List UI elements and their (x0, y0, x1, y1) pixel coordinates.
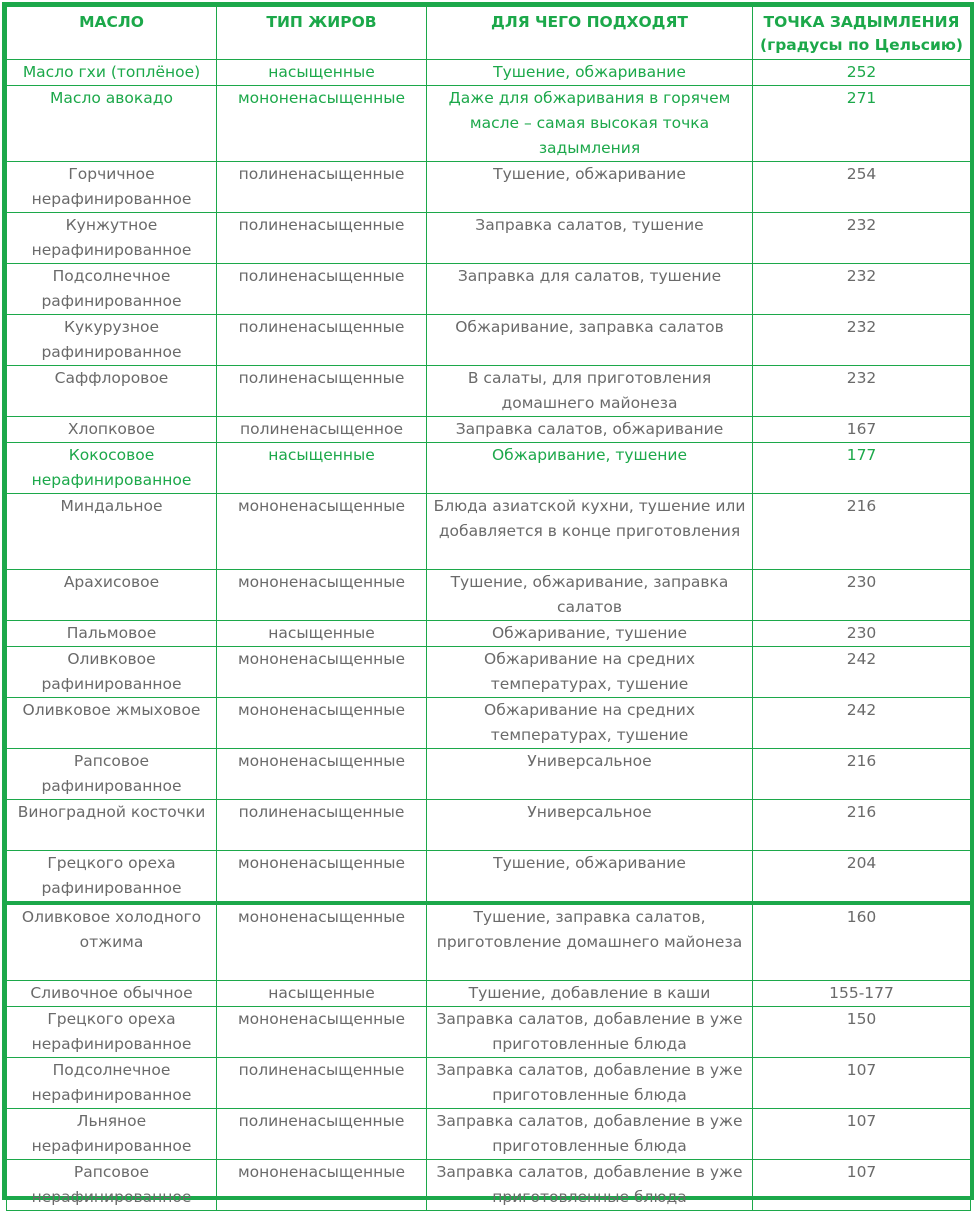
table-row (7, 86, 971, 162)
cell-use: Обжаривание на средних температурах, тушение (427, 647, 753, 698)
cell-smoke-point: 232 (753, 366, 971, 417)
cell-fat-type: мононенасыщенные (217, 86, 427, 162)
table-row (7, 1058, 971, 1109)
table-row (7, 570, 971, 621)
cell-smoke-point: 252 (753, 60, 971, 86)
cell-use: В салаты, для приготовления домашнего майонеза (427, 366, 753, 417)
cell-smoke-point: 216 (753, 749, 971, 800)
cell-fat-type: полиненасыщенное (217, 417, 427, 443)
header-fat-type: ТИП ЖИРОВ (217, 7, 427, 60)
cell-fat-type: полиненасыщенные (217, 1058, 427, 1109)
table-row (7, 264, 971, 315)
cell-smoke-point: 216 (753, 494, 971, 570)
cell-smoke-point: 107 (753, 1109, 971, 1160)
cell-use: Тушение, обжаривание (427, 162, 753, 213)
cell-smoke-point: 107 (753, 1058, 971, 1109)
cell-use: Даже для обжаривания в горячем масле – самая высокая точка задымления (427, 86, 753, 162)
cell-use: Тушение, обжаривание (427, 60, 753, 86)
cell-smoke-point: 204 (753, 851, 971, 904)
cell-oil: Масло гхи (топлёное) (7, 60, 217, 86)
cell-fat-type: мононенасыщенные (217, 647, 427, 698)
cell-fat-type: полиненасыщенные (217, 264, 427, 315)
cell-fat-type: мононенасыщенные (217, 903, 427, 981)
cell-use: Обжаривание, заправка салатов (427, 315, 753, 366)
cell-oil: Кокосовое нерафинированное (7, 443, 217, 494)
cell-oil: Саффлоровое (7, 366, 217, 417)
cell-use: Заправка салатов, добавление в уже приготовленные блюда (427, 1007, 753, 1058)
cell-smoke-point: 150 (753, 1007, 971, 1058)
cell-smoke-point: 155-177 (753, 981, 971, 1007)
table-row (7, 698, 971, 749)
cell-oil: Грецкого ореха рафинированное (7, 851, 217, 904)
table-row (7, 800, 971, 851)
cell-fat-type: мононенасыщенные (217, 570, 427, 621)
cell-smoke-point: 271 (753, 86, 971, 162)
cell-oil: Рапсовое нерафинированное (7, 1160, 217, 1211)
cell-use: Блюда азиатской кухни, тушение или добавляется в конце приготовления (427, 494, 753, 570)
cell-use: Заправка для салатов, тушение (427, 264, 753, 315)
cell-use: Обжаривание, тушение (427, 621, 753, 647)
cell-fat-type: мононенасыщенные (217, 494, 427, 570)
cell-smoke-point: 216 (753, 800, 971, 851)
cell-smoke-point: 177 (753, 443, 971, 494)
cell-use: Заправка салатов, обжаривание (427, 417, 753, 443)
cell-use: Тушение, обжаривание (427, 851, 753, 904)
cell-fat-type: полиненасыщенные (217, 315, 427, 366)
cell-oil: Оливковое холодного отжима (7, 903, 217, 981)
cell-use: Тушение, добавление в каши (427, 981, 753, 1007)
cell-oil: Подсолнечное нерафинированное (7, 1058, 217, 1109)
cell-oil: Оливковое жмыховое (7, 698, 217, 749)
table-row (7, 213, 971, 264)
cell-oil: Льняное нерафинированное (7, 1109, 217, 1160)
cell-use: Заправка салатов, добавление в уже приготовленные блюда (427, 1160, 753, 1211)
cell-smoke-point: 254 (753, 162, 971, 213)
cell-fat-type: насыщенные (217, 621, 427, 647)
cell-use: Универсальное (427, 800, 753, 851)
cell-smoke-point: 160 (753, 903, 971, 981)
table-row (7, 366, 971, 417)
cell-smoke-point: 242 (753, 647, 971, 698)
cell-fat-type: полиненасыщенные (217, 1109, 427, 1160)
cell-oil: Арахисовое (7, 570, 217, 621)
table-row (7, 315, 971, 366)
cell-fat-type: насыщенные (217, 443, 427, 494)
cell-smoke-point: 167 (753, 417, 971, 443)
table-row (7, 1160, 971, 1211)
cell-oil: Виноградной косточки (7, 800, 217, 851)
cell-smoke-point: 232 (753, 264, 971, 315)
cell-oil: Кунжутное нерафинированное (7, 213, 217, 264)
cell-fat-type: мононенасыщенные (217, 698, 427, 749)
cell-fat-type: насыщенные (217, 981, 427, 1007)
table-row (7, 621, 971, 647)
oil-smoke-point-table (6, 6, 971, 1211)
cell-smoke-point: 230 (753, 621, 971, 647)
cell-use: Заправка салатов, добавление в уже приготовленные блюда (427, 1109, 753, 1160)
cell-smoke-point: 232 (753, 315, 971, 366)
table-row (7, 443, 971, 494)
cell-oil: Хлопковое (7, 417, 217, 443)
cell-smoke-point: 232 (753, 213, 971, 264)
table-row (7, 1007, 971, 1058)
cell-oil: Горчичное нерафинированное (7, 162, 217, 213)
cell-use: Заправка салатов, тушение (427, 213, 753, 264)
cell-fat-type: мононенасыщенные (217, 1007, 427, 1058)
table-frame (2, 2, 974, 1206)
table-row (7, 981, 971, 1007)
header-row (7, 7, 971, 60)
cell-oil: Подсолнечное рафинированное (7, 264, 217, 315)
cell-smoke-point: 230 (753, 570, 971, 621)
cell-use: Тушение, обжаривание, заправка салатов (427, 570, 753, 621)
table-row (7, 851, 971, 904)
cell-oil: Сливочное обычное (7, 981, 217, 1007)
cell-fat-type: мононенасыщенные (217, 851, 427, 904)
cell-oil: Пальмовое (7, 621, 217, 647)
cell-fat-type: полиненасыщенные (217, 800, 427, 851)
cell-fat-type: полиненасыщенные (217, 162, 427, 213)
cell-use: Универсальное (427, 749, 753, 800)
cell-smoke-point: 242 (753, 698, 971, 749)
table-row (7, 60, 971, 86)
cell-oil: Миндальное (7, 494, 217, 570)
cell-fat-type: мононенасыщенные (217, 1160, 427, 1211)
cell-use: Обжаривание, тушение (427, 443, 753, 494)
header-smoke-point: ТОЧКА ЗАДЫМЛЕНИЯ (градусы по Цельсию) (753, 7, 971, 60)
cell-use: Обжаривание на средних температурах, тушение (427, 698, 753, 749)
table-row (7, 494, 971, 570)
cell-oil: Кукурузное рафинированное (7, 315, 217, 366)
table-row (7, 1109, 971, 1160)
cell-fat-type: полиненасыщенные (217, 213, 427, 264)
table-row (7, 903, 971, 981)
cell-use: Тушение, заправка салатов, приготовление домашнего майонеза (427, 903, 753, 981)
cell-fat-type: насыщенные (217, 60, 427, 86)
cell-oil: Грецкого ореха нерафинированное (7, 1007, 217, 1058)
table-row (7, 417, 971, 443)
table-row (7, 749, 971, 800)
cell-oil: Масло авокадо (7, 86, 217, 162)
cell-fat-type: мононенасыщенные (217, 749, 427, 800)
cell-oil: Оливковое рафинированное (7, 647, 217, 698)
table-row (7, 162, 971, 213)
cell-smoke-point: 107 (753, 1160, 971, 1211)
header-oil: МАСЛО (7, 7, 217, 60)
cell-use: Заправка салатов, добавление в уже приготовленные блюда (427, 1058, 753, 1109)
cell-oil: Рапсовое рафинированное (7, 749, 217, 800)
table-row (7, 647, 971, 698)
header-use: ДЛЯ ЧЕГО ПОДХОДЯТ (427, 7, 753, 60)
cell-fat-type: полиненасыщенные (217, 366, 427, 417)
